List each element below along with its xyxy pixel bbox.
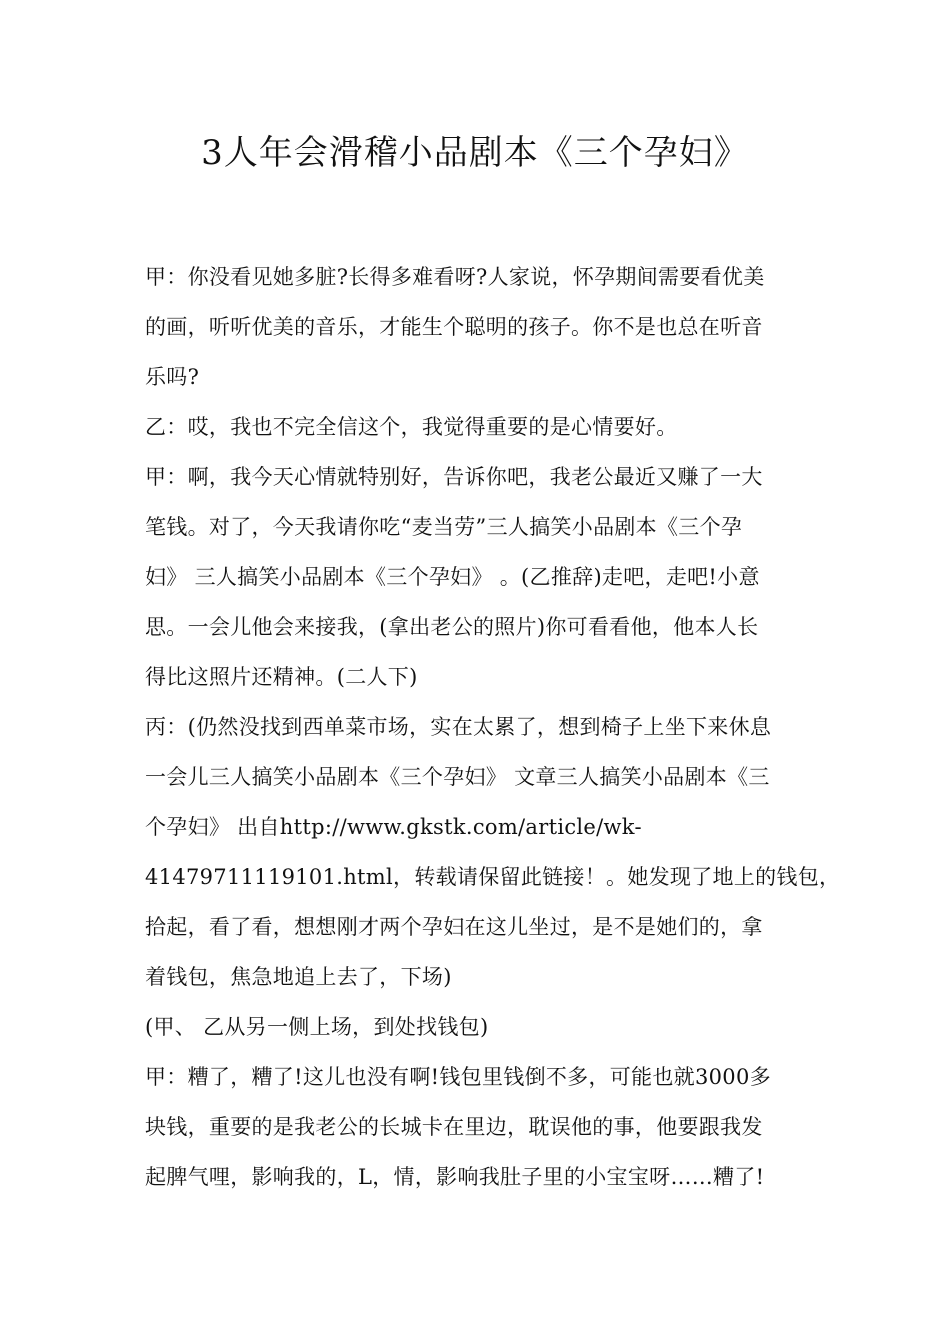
body-line: 的画，听听优美的音乐，才能生个聪明的孩子。你不是也总在听音: [145, 315, 763, 339]
body-line: 拾起，看了看，想想刚才两个孕妇在这儿坐过，是不是她们的，拿: [145, 915, 763, 939]
body-line: 一会儿三人搞笑小品剧本《三个孕妇》 文章三人搞笑小品剧本《三: [145, 765, 770, 789]
body-line: 得比这照片还精神。(二人下): [145, 665, 418, 689]
body-line: 妇》 三人搞笑小品剧本《三个孕妇》 。(乙推辞)走吧，走吧!小意: [145, 565, 760, 589]
document-body: [145, 252, 841, 1202]
body-line: 着钱包，焦急地追上去了，下场): [145, 965, 452, 989]
body-line: 乐吗?: [145, 365, 200, 389]
body-line: (甲、 乙从另一侧上场，到处找钱包): [145, 1015, 489, 1039]
body-line: 笔钱。对了，今天我请你吃“麦当劳”三人搞笑小品剧本《三个孕: [145, 515, 743, 539]
body-line: 41479711119101.html，转载请保留此链接！。她发现了地上的钱包，: [145, 865, 841, 889]
document-title: 3人年会滑稽小品剧本《三个孕妇》: [201, 133, 749, 173]
body-line: 起脾气哩，影响我的，L，情，影响我肚子里的小宝宝呀……糟了!: [145, 1165, 765, 1189]
body-line: 个孕妇》 出自http://www.gkstk.com/article/wk-: [145, 815, 642, 839]
body-line: 丙：(仍然没找到西单菜市场，实在太累了，想到椅子上坐下来休息: [145, 715, 772, 739]
body-line: 块钱，重要的是我老公的长城卡在里边，耽误他的事，他要跟我发: [145, 1115, 763, 1139]
body-line: 甲：你没看见她多脏?长得多难看呀?人家说，怀孕期间需要看优美: [145, 265, 765, 289]
body-line: 甲：糟了，糟了!这儿也没有啊!钱包里钱倒不多，可能也就3000多: [145, 1065, 771, 1089]
body-line: 乙：哎，我也不完全信这个，我觉得重要的是心情要好。: [145, 415, 678, 439]
body-line: 甲：啊，我今天心情就特别好，告诉你吧，我老公最近又赚了一大: [145, 465, 763, 489]
body-line: 思。一会儿他会来接我，(拿出老公的照片)你可看看他，他本人长: [145, 615, 759, 639]
